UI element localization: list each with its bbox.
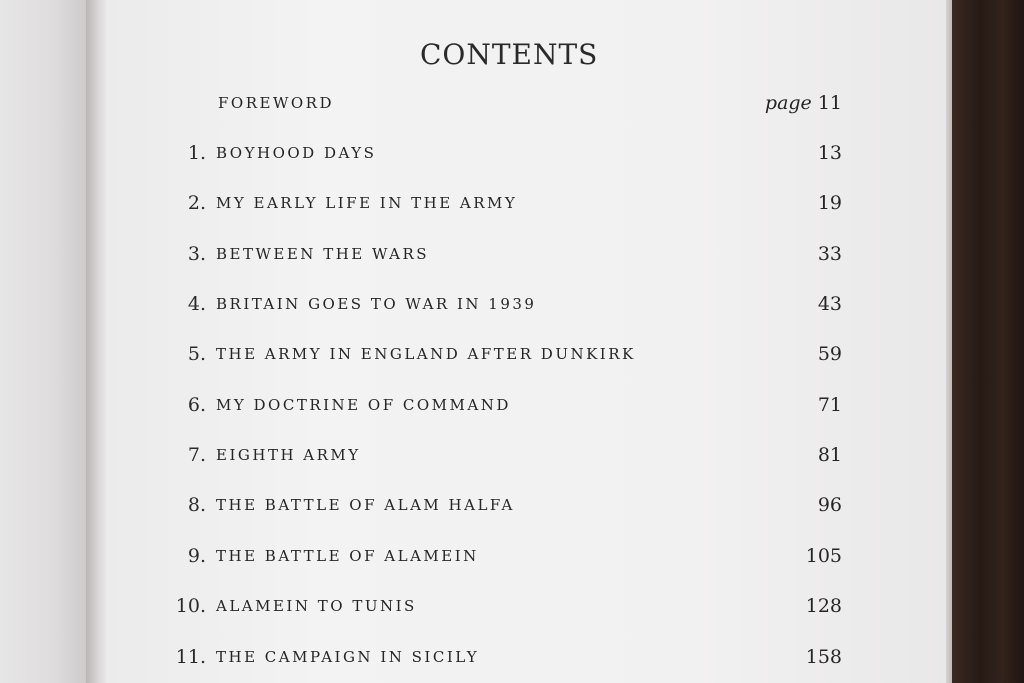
entry-title: BRITAIN GOES TO WAR IN 1939 [216,295,537,313]
entry-number: 6. [187,394,206,416]
toc-entry [0,293,1024,325]
page-prefix: page [764,92,812,114]
entry-number: 10. [175,595,206,617]
toc-entry [0,494,1024,526]
entry-title: EIGHTH ARMY [216,446,361,464]
entry-number: 2. [187,192,206,214]
entry-title: THE CAMPAIGN IN SICILY [216,648,480,666]
entry-number: 3. [187,243,206,265]
toc-entry [0,343,1024,375]
entry-title: THE BATTLE OF ALAMEIN [216,547,479,565]
entry-number: 7. [187,444,206,466]
toc-entry-foreword [0,92,1024,124]
entry-number: 4. [187,293,206,315]
page-number: 11 [817,92,842,114]
toc-entry [0,243,1024,275]
entry-title: MY EARLY LIFE IN THE ARMY [216,194,518,212]
entry-title: FOREWORD [218,94,334,112]
entry-page: 81 [817,444,842,466]
toc-entry [0,545,1024,577]
entry-page: 158 [805,646,842,668]
entry-page: 19 [817,192,842,214]
entry-number: 11. [175,646,206,668]
entry-page: 128 [805,595,842,617]
entry-page: 105 [805,545,842,567]
entry-page: 13 [817,142,842,164]
entry-title: ALAMEIN TO TUNIS [216,597,417,615]
toc-entry [0,444,1024,476]
entry-page: 43 [817,293,842,315]
toc-entry [0,192,1024,224]
toc-entry [0,142,1024,174]
entry-number: 5. [187,343,206,365]
entry-title: THE ARMY IN ENGLAND AFTER DUNKIRK [216,345,636,363]
entry-page: 59 [817,343,842,365]
toc-entry [0,595,1024,627]
entry-title: BOYHOOD DAYS [216,144,377,162]
toc-entry [0,646,1024,678]
entry-page: 71 [817,394,842,416]
entry-page [765,92,842,114]
entry-page: 33 [817,243,842,265]
entry-number: 9. [187,545,206,567]
entry-title: MY DOCTRINE OF COMMAND [216,396,511,414]
toc-entry [0,394,1024,426]
entry-page: 96 [817,494,842,516]
entry-title: THE BATTLE OF ALAM HALFA [216,496,515,514]
entry-number: 8. [187,494,206,516]
entry-title: BETWEEN THE WARS [216,245,430,263]
entry-number: 1. [187,142,206,164]
contents-heading: CONTENTS [420,38,599,71]
